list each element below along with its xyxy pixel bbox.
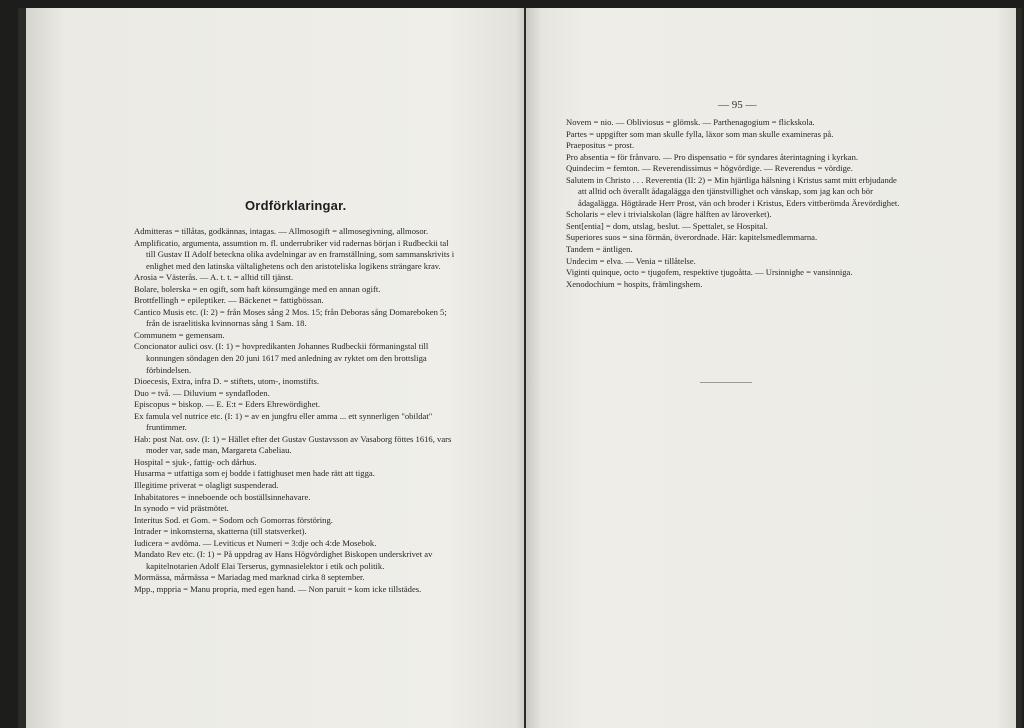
glossary-entry: Hospital = sjuk-, fattig- och dårhus. [134,456,257,467]
glossary-entry: Viginti quinque, octo = tjugofem, respektive tjugoåtta. — Ursinnighe = vansinniga. [566,267,853,278]
glossary-entry: Illegitime priverat = olagligt suspenderad. [134,480,279,491]
glossary-entry: Iudicera = avdöma. — Leviticus et Numeri = 3:dje och 4:de Mosebok. [134,537,377,548]
glossary-entry: Bolare, bolerska = en ogift, som haft könsumgänge med en annan ogift. [134,283,381,294]
glossary-entry: Partes = uppgifter som man skulle fylla, läxor som man skulle examineras på. [566,128,834,139]
glossary-entry: Pro absentia = för frånvaro. — Pro dispensatio = för syndares återintagning i kyrkan. [566,151,859,162]
glossary-entry: Novem = nio. — Obliviosus = glömsk. — Parthenagogium = flickskola. [566,117,815,127]
glossary-entry: Brottfellingh = epileptiker. — Bäckenet = fattigbössan. [134,295,324,306]
glossary-entry: Husarma = utfattiga som ej bodde i fattighuset men hade rätt att tigga. [134,468,375,479]
page-number: — 95 — [718,99,757,111]
glossary-entry: Mormässa, mårmässa = Mariadag med marknad cirka 8 september. [134,572,365,583]
glossary-entry: Dioecesis, Extra, infra D. = stiftets, utom-, inomstifts. [134,376,320,387]
glossary-entry: Intrader = inkomsterna, skatterna (till statsverket). [134,526,307,537]
glossary-entry: Tandem = äntligen. [566,244,633,255]
right-glossary-column [566,117,904,290]
glossary-entry: Salutem in Christo . . . Reverentia (II: 2) = Min hjärtliga hälsning i Kristus samt mitt erbjudande att alltid och överallt ådagalägga den tjänstvillighet och vänskap, som jag kan och bör ådagalägga. Högtärade Herr Prost, vän och broder i Kristus, Eders vittberömda Ärevördighet. [566,174,900,208]
glossary-entry: Hab: post Nat. osv. (I: 1) = Hället efter det Gustav Gustavsson av Vasaborg föttes 1616, vars moder var, sade man, Margareta Cabeliau. [134,433,452,456]
glossary-entry: Concionator aulici osv. (I: 1) = hovpredikanten Johannes Rudbeckii förmaningstal till konnungen söndagen den 20 juni 1617 med anledning av ryktet om den brottsliga förbindelsen. [134,341,429,375]
glossary-entry: In synodo = vid prästmötet. [134,503,229,514]
glossary-entry: Cantico Musis etc. (I: 2) = från Moses sång 2 Mos. 15; från Deboras sång Domareboken 5; från de israelitiska kvinnornas sång 1 Sam. 18. [134,306,447,329]
glossary-entry: Mpp., mppria = Manu propria, med egen hand. — Non paruit = kom icke tillstädes. [134,583,422,594]
glossary-heading: Ordförklaringar. [245,198,347,213]
right-page [526,8,1016,728]
glossary-entry: Ex famula vel nutrice etc. (I: 1) = av en jungfru eller amma ... ett synnerligen "obildat" fruntimmer. [134,410,433,433]
glossary-entry: Xenodochium = hospits, främlingshem. [566,278,703,289]
glossary-entry: Episcopus = biskop. — E. E:t = Eders Ehrewördighet. [134,399,321,410]
glossary-entry: Admitteras = tillåtas, godkännas, intagas. — Allmosogift = allmosegivning, allmosor. [134,226,429,236]
glossary-entry: Interitus Sod. et Gom. = Sodom och Gomorras förstöring. [134,514,333,525]
glossary-entry: Sent[entia] = dom, utslag, beslut. — Spettalet, se Hospital. [566,220,768,231]
glossary-entry: Communem = gemensam. [134,329,225,340]
glossary-entry: Scholaris = elev i trivialskolan (lägre hälften av läroverket). [566,209,772,220]
glossary-entry: Inhabitatores = inneboende och boställsinnehavare. [134,491,311,502]
glossary-entry: Superiores suos = sina förmän, överordnade. Här: kapitelsmedlemmarna. [566,232,818,243]
glossary-entry: Arosia = Västerås. — A. t. t. = alltid till tjänst. [134,272,294,283]
glossary-entry: Amplificatio, argumenta, assumtion m. fl. underrubriker vid radernas början i Rudbeckii tal till Gustav II Adolf beteckna olika avdelningar av en framställning, som sammanskrivits i enlighet med den latinska vältalighetens och den aristoteliska logikens strängare krav. [134,237,455,271]
left-glossary-column [134,226,456,596]
glossary-entry: Mandato Rev etc. (I: 1) = På uppdrag av Hans Högvördighet Biskopen underskrivet av kapitelnotarien Adolf Elai Terserus, gymnasielektor i etik och politik. [134,549,433,571]
glossary-entry: Duo = två. — Diluvium = syndafloden. [134,387,270,398]
glossary-entry: Undecim = elva. — Venia = tillåtelse. [566,255,696,266]
closing-rule [700,382,752,383]
glossary-entry: Praepositus = prost. [566,140,635,151]
glossary-entry: Quindecim = femton. — Reverendissimus = högvördige. — Reverendus = vördige. [566,163,853,174]
